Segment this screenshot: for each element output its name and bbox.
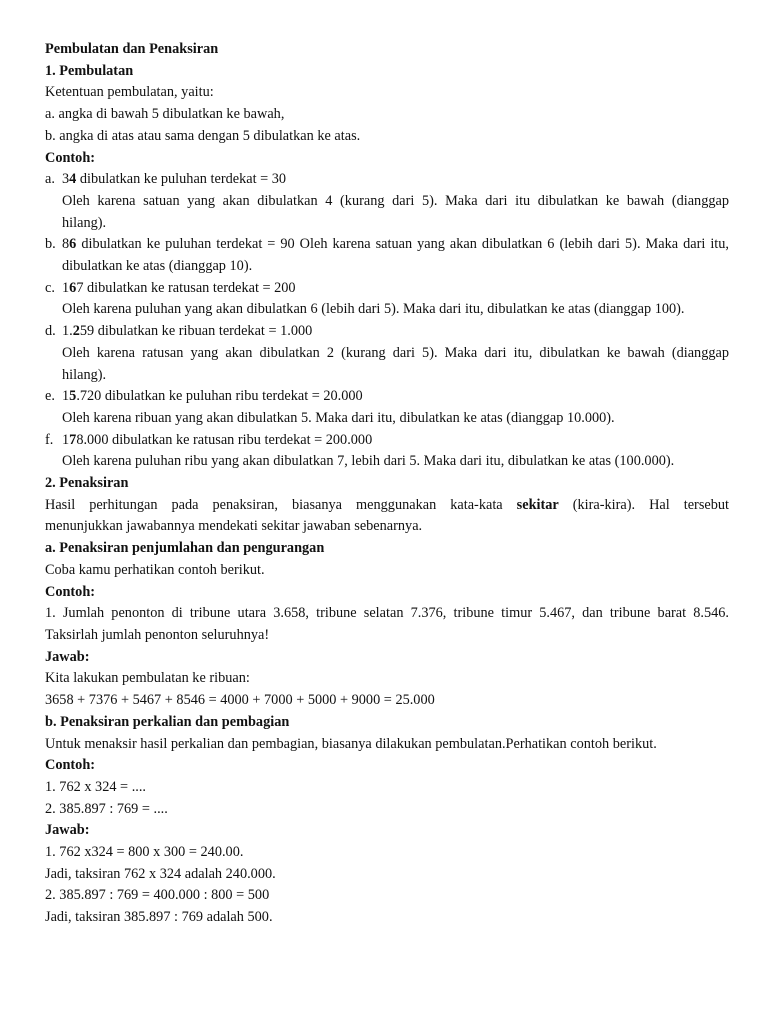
sub-a-heading: a. Penaksiran penjumlahan dan pengurangan <box>45 540 325 557</box>
contoh-label: Contoh: <box>45 149 96 166</box>
section-2-intro: Hasil perhitungan pada penaksiran, biasanya menggunakan kata-kata sekitar (kira-kira). Hal tersebut <box>45 496 730 513</box>
list-marker: e. <box>45 388 55 405</box>
example-explanation: Oleh karena ribuan yang akan dibulatkan 5. Maka dari itu, dibulatkan ke atas (dianggap 10.000). <box>62 409 615 426</box>
list-marker: c. <box>45 279 55 296</box>
example-explanation: Oleh karena puluhan ribu yang akan dibulatkan 7, lebih dari 5. Maka dari itu, dibulatkan ke atas (100.000). <box>62 453 675 470</box>
example-statement: 15.720 dibulatkan ke puluhan ribu terdekat = 20.000 <box>62 388 363 405</box>
problem-text: Taksirlah jumlah penonton seluruhnya! <box>45 626 270 643</box>
answer-equation: 3658 + 7376 + 5467 + 8546 = 4000 + 7000 + 5000 + 9000 = 25.000 <box>45 692 435 709</box>
example-item <box>45 430 729 473</box>
list-marker: b. <box>45 236 56 253</box>
problem-text: 1. 762 x 324 = .... <box>45 778 146 795</box>
jawab-label: Jawab: <box>45 822 90 839</box>
rule-b: b. angka di atas atau sama dengan 5 dibulatkan ke atas. <box>45 127 361 144</box>
rules-intro: Ketentuan pembulatan, yaitu: <box>45 84 214 101</box>
example-item <box>45 321 729 386</box>
sub-b-heading: b. Penaksiran perkalian dan pembagian <box>45 713 290 730</box>
example-item <box>45 234 729 277</box>
list-marker: a. <box>45 171 55 188</box>
section-2-heading: 2. Penaksiran <box>45 475 129 492</box>
example-statement: 167 dibulatkan ke ratusan terdekat = 200 <box>62 279 296 296</box>
contoh-label: Contoh: <box>45 583 96 600</box>
sub-a-intro: Coba kamu perhatikan contoh berikut. <box>45 561 265 578</box>
list-marker: f. <box>45 431 54 448</box>
list-marker: d. <box>45 323 56 340</box>
example-item <box>45 278 729 321</box>
problem-text: 1. Jumlah penonton di tribune utara 3.658, tribune selatan 7.376, tribune timur 5.467, dan tribune barat 8.546. <box>45 605 729 622</box>
example-explanation: Oleh karena satuan yang akan dibulatkan 4 (kurang dari 5). Maka dari itu dibulatkan ke bawah (dianggap <box>62 192 729 209</box>
document-page <box>45 39 729 929</box>
rule-a: a. angka di bawah 5 dibulatkan ke bawah, <box>45 106 285 123</box>
example-explanation: Oleh karena puluhan yang akan dibulatkan 6 (lebih dari 5). Maka dari itu, dibulatkan ke atas (dianggap 100). <box>62 301 685 318</box>
example-explanation: hilang). <box>62 214 107 231</box>
example-item <box>45 386 729 429</box>
answer-text: Jadi, taksiran 762 x 324 adalah 240.000. <box>45 865 276 882</box>
example-statement: 1.259 dibulatkan ke ribuan terdekat = 1.000 <box>62 323 313 340</box>
answer-text: Kita lakukan pembulatan ke ribuan: <box>45 670 250 687</box>
jawab-label: Jawab: <box>45 648 90 665</box>
example-explanation: Oleh karena ratusan yang akan dibulatkan 2 (kurang dari 5). Maka dari itu, dibulatkan ke bawah (dianggap <box>62 344 729 361</box>
example-explanation: hilang). <box>62 366 107 383</box>
document-title: Pembulatan dan Penaksiran <box>45 41 219 57</box>
answer-text: Jadi, taksiran 385.897 : 769 adalah 500. <box>45 909 273 926</box>
answer-text: 2. 385.897 : 769 = 400.000 : 800 = 500 <box>45 887 270 904</box>
contoh-label: Contoh: <box>45 757 96 774</box>
section-1-heading: 1. Pembulatan <box>45 62 134 79</box>
example-statement: 178.000 dibulatkan ke ratusan ribu terdekat = 200.000 <box>62 431 373 448</box>
example-statement: 86 dibulatkan ke puluhan terdekat = 90 Oleh karena satuan yang akan dibulatkan 6 (lebih dari 5). Maka dari itu, <box>62 236 729 253</box>
section-2-intro-cont: menunjukkan jawabannya mendekati sekitar jawaban sebenarnya. <box>45 518 423 535</box>
example-explanation: dibulatkan ke atas (dianggap 10). <box>62 258 253 275</box>
sub-b-intro: Untuk menaksir hasil perkalian dan pembagian, biasanya dilakukan pembulatan.Perhatikan contoh berikut. <box>45 735 657 752</box>
answer-text: 1. 762 x324 = 800 x 300 = 240.00. <box>45 844 244 861</box>
example-statement: 34 dibulatkan ke puluhan terdekat = 30 <box>62 171 287 188</box>
example-item <box>45 169 729 234</box>
problem-text: 2. 385.897 : 769 = .... <box>45 800 168 817</box>
